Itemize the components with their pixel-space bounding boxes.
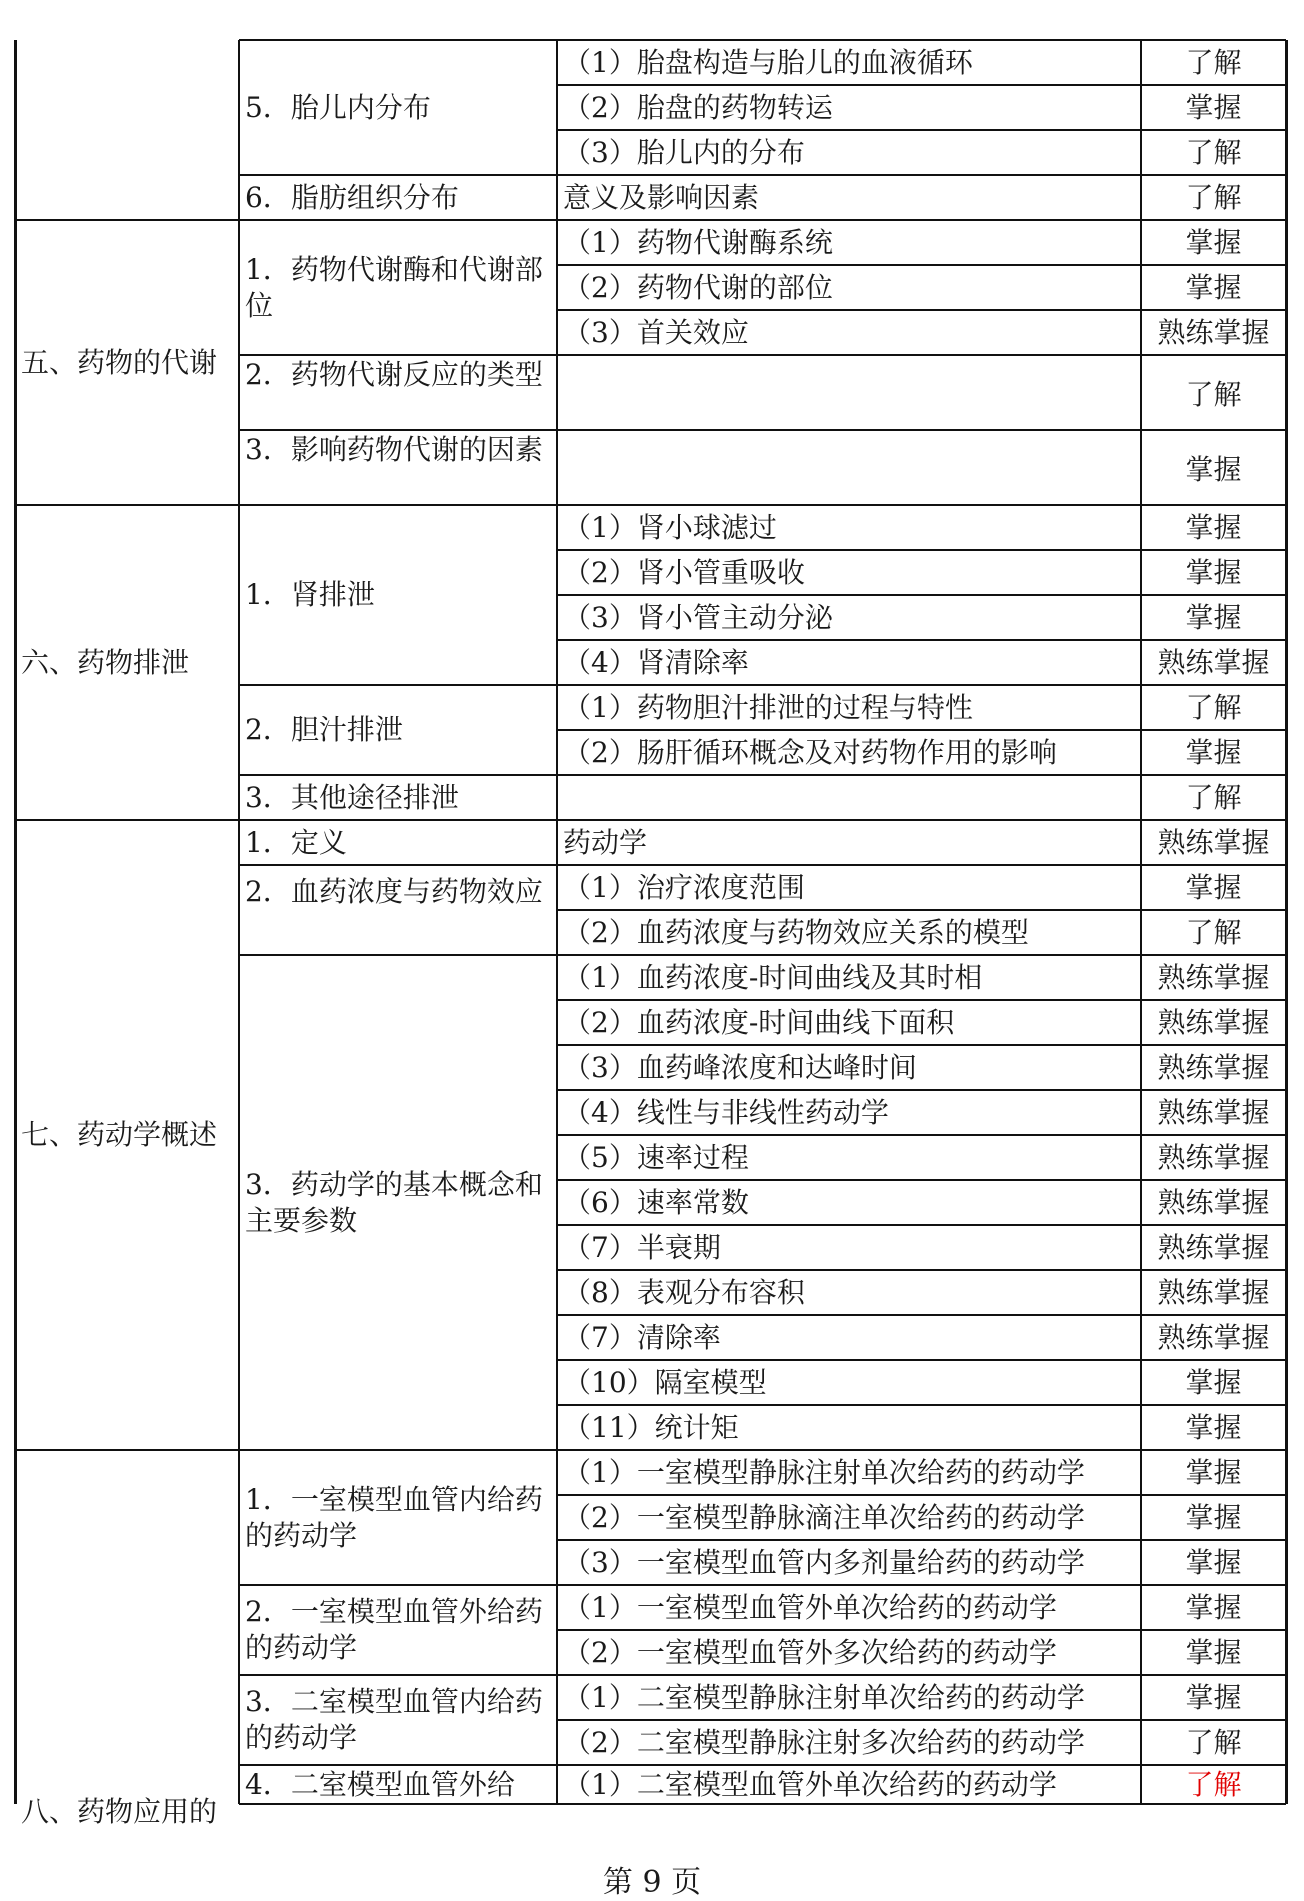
- requirement-level: 掌握: [1185, 1681, 1242, 1714]
- requirement-level: 掌握: [1185, 1546, 1242, 1579]
- grid-line: [557, 84, 1286, 87]
- grid-line: [557, 1044, 1286, 1047]
- content-cell: （1）二室模型静脉注射单次给药的药动学: [563, 1681, 1085, 1714]
- grid-line: [557, 639, 1286, 642]
- grid-line: [239, 174, 1286, 177]
- grid-line: [239, 354, 1286, 357]
- grid-line: [239, 39, 1286, 42]
- requirement-level: 掌握: [1185, 736, 1242, 769]
- content-cell: （1）胎盘构造与胎儿的血液循环: [563, 46, 973, 79]
- content-cell: （5）速率过程: [563, 1141, 749, 1174]
- topic-cell: 2．药物代谢反应的类型: [245, 358, 543, 391]
- topic-cell: 1．一室模型血管内给药的药动学: [245, 1482, 543, 1552]
- content-cell: （3）胎儿内的分布: [563, 136, 805, 169]
- content-cell: 药动学: [563, 826, 648, 859]
- topic-cell: 3．影响药物代谢的因素: [245, 433, 543, 466]
- content-cell: [557, 430, 1141, 505]
- content-cell: （7）清除率: [563, 1321, 721, 1354]
- content-cell: （11）统计矩: [563, 1411, 739, 1444]
- requirement-level: 熟练掌握: [1157, 1231, 1270, 1264]
- requirement-level: 掌握: [1185, 601, 1242, 634]
- requirement-level: 了解: [1185, 181, 1242, 214]
- requirement-level: 掌握: [1185, 511, 1242, 544]
- topic-cell: 2．胆汁排泄: [245, 713, 403, 746]
- content-cell: （2）一室模型静脉滴注单次给药的药动学: [563, 1501, 1085, 1534]
- content-cell: （7）半衰期: [563, 1231, 721, 1264]
- content-cell: （3）肾小管主动分泌: [563, 601, 833, 634]
- requirement-level: 熟练掌握: [1157, 1096, 1270, 1129]
- content-cell: （1）肾小球滤过: [563, 511, 777, 544]
- requirement-level: 熟练掌握: [1157, 316, 1270, 349]
- content-cell: （2）胎盘的药物转运: [563, 91, 833, 124]
- requirement-level: 掌握: [1185, 1501, 1242, 1534]
- grid-line: [15, 504, 1286, 507]
- requirement-level: 掌握: [1185, 1636, 1242, 1669]
- grid-line: [557, 1314, 1286, 1317]
- page-number: 第 9 页: [602, 1865, 702, 1900]
- requirement-level: 了解: [1185, 46, 1242, 79]
- content-cell: [557, 355, 1141, 430]
- grid-line: [557, 1719, 1286, 1722]
- grid-line: [557, 1404, 1286, 1407]
- grid-line: [557, 1359, 1286, 1362]
- topic-cell: 1．肾排泄: [245, 578, 375, 611]
- content-cell: （2）一室模型血管外多次给药的药动学: [563, 1636, 1057, 1669]
- grid-line: [557, 1539, 1286, 1542]
- content-cell: （2）肠肝循环概念及对药物作用的影响: [563, 736, 1057, 769]
- requirement-level: 熟练掌握: [1157, 1186, 1270, 1219]
- content-cell: （2）肾小管重吸收: [563, 556, 805, 589]
- section-title: 五、药物的代谢: [21, 346, 218, 379]
- topic-cell: 2．一室模型血管外给药的药动学: [245, 1595, 543, 1664]
- requirement-level: 熟练掌握: [1157, 1051, 1270, 1084]
- requirement-level: 掌握: [1185, 871, 1242, 904]
- requirement-level: 了解: [1185, 781, 1242, 814]
- content-cell: （10）隔室模型: [563, 1366, 767, 1399]
- requirement-level: 掌握: [1185, 1411, 1242, 1444]
- section-title: 七、药动学概述: [21, 1118, 218, 1151]
- grid-line: [557, 1179, 1286, 1182]
- grid-line: [239, 684, 1286, 687]
- section-title: 八、药物应用的: [21, 1795, 218, 1828]
- content-cell: （1）药物代谢酶系统: [563, 226, 833, 259]
- requirement-level: 熟练掌握: [1157, 961, 1270, 994]
- requirement-level: 熟练掌握: [1157, 826, 1270, 859]
- section-title: 六、药物排泄: [21, 646, 190, 679]
- content-cell: （2）药物代谢的部位: [563, 271, 833, 304]
- requirement-level: 了解: [1185, 1768, 1242, 1801]
- topic-cell: 1．药物代谢酶和代谢部位: [245, 252, 543, 322]
- grid-line: [557, 309, 1286, 312]
- content-cell: （8）表观分布容积: [563, 1276, 805, 1309]
- grid-line: [557, 1629, 1286, 1632]
- requirement-level: 熟练掌握: [1157, 1276, 1270, 1309]
- content-cell: （2）二室模型静脉注射多次给药的药动学: [563, 1726, 1085, 1759]
- requirement-level: 掌握: [1185, 453, 1242, 486]
- requirement-level: 掌握: [1185, 1591, 1242, 1624]
- grid-line: [557, 264, 1286, 267]
- section-title: [15, 40, 239, 220]
- grid-line: [557, 1269, 1286, 1272]
- grid-line: [239, 954, 1286, 957]
- requirement-level: 掌握: [1185, 1366, 1242, 1399]
- topic-cell: 2．血药浓度与药物效应: [245, 875, 543, 908]
- requirement-level: 掌握: [1185, 1456, 1242, 1489]
- content-cell: （1）二室模型血管外单次给药的药动学: [563, 1768, 1057, 1801]
- content-cell: （3）首关效应: [563, 316, 749, 349]
- requirement-level: 掌握: [1185, 91, 1242, 124]
- topic-cell: 3．药动学的基本概念和主要参数: [245, 1167, 543, 1237]
- grid-line: [239, 774, 1286, 777]
- content-cell: （4）线性与非线性药动学: [563, 1096, 889, 1129]
- content-cell: [557, 775, 1141, 820]
- grid-line: [239, 1584, 1286, 1587]
- grid-line: [557, 1494, 1286, 1497]
- grid-line: [15, 219, 1286, 222]
- requirement-level: 了解: [1185, 916, 1242, 949]
- requirement-level: 掌握: [1185, 271, 1242, 304]
- content-cell: （1）治疗浓度范围: [563, 871, 805, 904]
- grid-line: [557, 909, 1286, 912]
- grid-line: [557, 549, 1286, 552]
- requirement-level: 掌握: [1185, 226, 1242, 259]
- topic-cell: 1．定义: [245, 825, 347, 859]
- content-cell: （2）血药浓度-时间曲线下面积: [563, 1006, 955, 1039]
- content-cell: （4）肾清除率: [563, 646, 749, 679]
- grid-line: [557, 999, 1286, 1002]
- requirement-level: 熟练掌握: [1157, 1321, 1270, 1354]
- content-cell: （3）一室模型血管内多剂量给药的药动学: [563, 1546, 1085, 1579]
- grid-line: [239, 1803, 1286, 1806]
- requirement-level: 了解: [1185, 691, 1242, 724]
- grid-line: [239, 864, 1286, 867]
- grid-line: [557, 1224, 1286, 1227]
- requirement-level: 了解: [1185, 136, 1242, 169]
- grid-line: [557, 729, 1286, 732]
- requirement-level: 熟练掌握: [1157, 1141, 1270, 1174]
- requirement-level: 了解: [1185, 378, 1242, 411]
- requirement-level: 熟练掌握: [1157, 646, 1270, 679]
- content-cell: （1）一室模型静脉注射单次给药的药动学: [563, 1456, 1085, 1489]
- content-cell: 意义及影响因素: [563, 181, 760, 214]
- requirement-level: 掌握: [1185, 556, 1242, 589]
- grid-line: [239, 1674, 1286, 1677]
- grid-line: [557, 1134, 1286, 1137]
- grid-line: [557, 1089, 1286, 1092]
- grid-line: [14, 40, 17, 1804]
- requirement-level: 了解: [1185, 1726, 1242, 1759]
- topic-cell: 3．其他途径排泄: [245, 780, 459, 814]
- grid-line: [239, 429, 1286, 432]
- grid-line: [557, 594, 1286, 597]
- content-cell: （3）血药峰浓度和达峰时间: [563, 1051, 917, 1084]
- grid-line: [238, 40, 241, 1804]
- grid-line: [557, 129, 1286, 132]
- content-cell: （6）速率常数: [563, 1186, 749, 1219]
- topic-cell: 5．胎儿内分布: [245, 90, 431, 124]
- topic-cell: 4．二室模型血管外给: [245, 1768, 515, 1801]
- requirement-level: 熟练掌握: [1157, 1006, 1270, 1039]
- grid-line: [15, 1449, 1286, 1452]
- grid-line: [15, 819, 1286, 822]
- topic-cell: 6．脂肪组织分布: [245, 180, 459, 214]
- grid-line: [239, 1764, 1286, 1767]
- content-cell: （1）一室模型血管外单次给药的药动学: [563, 1591, 1057, 1624]
- content-cell: （1）血药浓度-时间曲线及其时相: [563, 961, 983, 994]
- topic-cell: 3．二室模型血管内给药的药动学: [245, 1685, 543, 1754]
- content-cell: （2）血药浓度与药物效应关系的模型: [563, 916, 1029, 949]
- content-cell: （1）药物胆汁排泄的过程与特性: [563, 691, 973, 724]
